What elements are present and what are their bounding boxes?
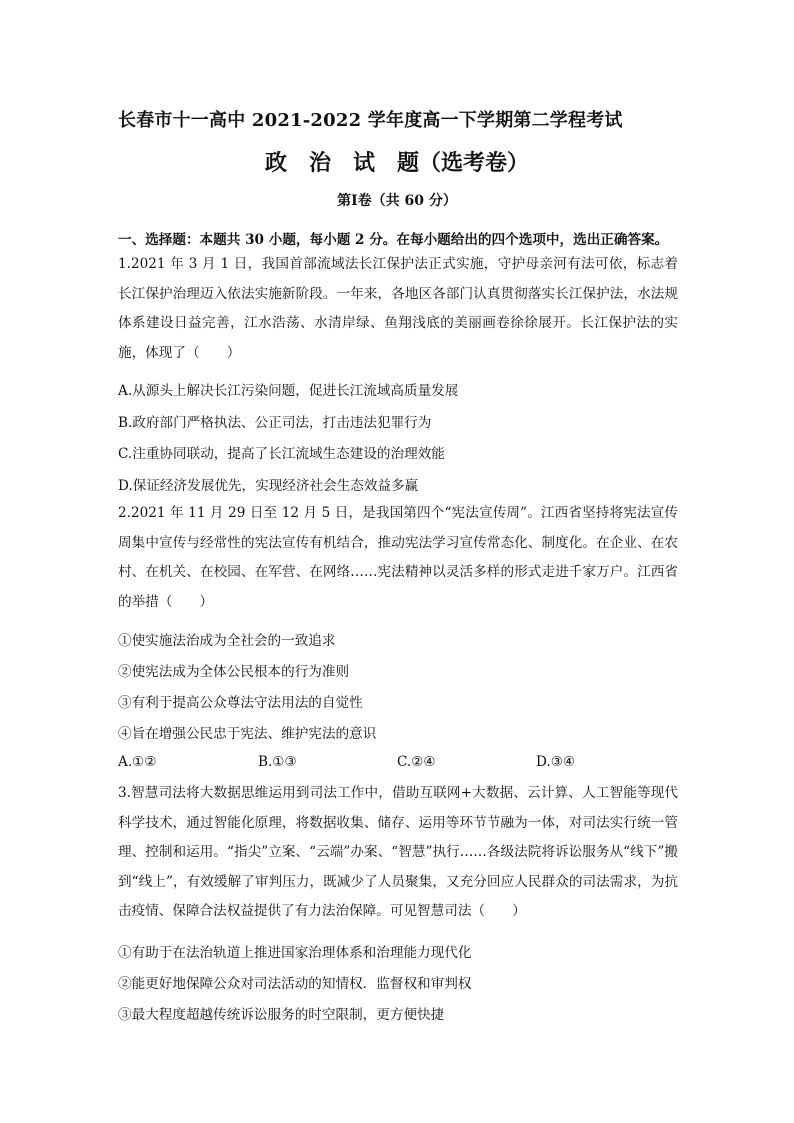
question-2-choice-b: B.①③: [258, 754, 297, 770]
question-1-option-a: A.从源头上解决长江污染问题，促进长江流域高质量发展: [118, 383, 459, 399]
section-heading: 一、选择题：本题共 30 小题，每小题 2 分。在每小题给出的四个选项中，选出正确答案。: [118, 232, 669, 248]
question-3-item-3: ③最大程度超越传统诉讼服务的时空限制，更方便快捷: [118, 1007, 445, 1023]
question-2-item-4: ④旨在增强公民忠于宪法、维护宪法的意识: [118, 726, 377, 742]
question-2-choices: [118, 754, 678, 774]
question-2-stem: 2.2021 年 11 月 29 日至 12 月 5 日，是我国第四个“宪法宣传周”。江西省坚持将宪法宣传周集中宣传与经常性的宪法宣传有机结合，推动宪法学习宣传常态化、制度化。在企业、在农村、在机关、在校园、在军营、在网络……宪法精神以灵活多样的形式走进千家万户。江西省的举措（ ）: [118, 505, 678, 610]
subject-title: 政 治 试 题（选考卷）: [264, 150, 529, 176]
question-2-choice-c: C.②④: [397, 754, 436, 770]
question-1-option-c: C.注重协同联动，提高了长江流域生态建设的治理效能: [118, 446, 445, 462]
volume-title: 第Ⅰ卷（共 60 分）: [337, 193, 457, 209]
question-1-stem: 1.2021 年 3 月 1 日，我国首部流域法长江保护法正式实施，守护母亲河有法可依，标志着长江保护治理迈入依法实施新阶段。一年来，各地区各部门认真贯彻落实长江保护法，水法规体系建设日益完善，江水浩荡、水清岸绿、鱼翔浅底的美丽画卷徐徐展开。长江保护法的实施，体现了（ ）: [118, 256, 678, 361]
question-3-stem: 3.智慧司法将大数据思维运用到司法工作中，借助互联网+大数据、云计算、人工智能等现代科学技术，通过智能化原理，将数据收集、储存、运用等环节节融为一体，对司法实行统一管理、控制和运用。“指尖”立案、“云端”办案、“智慧”执行……各级法院将诉讼服务从“线下”搬到“线上”，有效缓解了审判压力，既减少了人员聚集，又充分回应人民群众的司法需求，为抗击疫情、保障合法权益提供了有力法治保障。可见智慧司法（ ）: [118, 785, 678, 919]
school-exam-title: 长春市十一高中 2021-2022 学年度高一下学期第二学程考试: [118, 110, 623, 131]
question-1-option-d: D.保证经济发展优先，实现经济社会生态效益多赢: [118, 478, 419, 494]
question-3-item-2: ②能更好地保障公众对司法活动的知情权．监督权和审判权: [118, 976, 472, 992]
question-2-item-1: ①使实施法治成为全社会的一致追求: [118, 633, 336, 649]
question-1-option-b: B.政府部门严格执法、公正司法，打击违法犯罪行为: [118, 415, 432, 431]
question-2-choice-a: A.①②: [118, 754, 157, 770]
question-3-item-1: ①有助于在法治轨道上推进国家治理体系和治理能力现代化: [118, 945, 472, 961]
question-2-choice-d: D.③④: [536, 754, 576, 770]
question-2-item-3: ③有利于提高公众尊法守法用法的自觉性: [118, 695, 363, 711]
question-2-item-2: ②使宪法成为全体公民根本的行为准则: [118, 664, 350, 680]
